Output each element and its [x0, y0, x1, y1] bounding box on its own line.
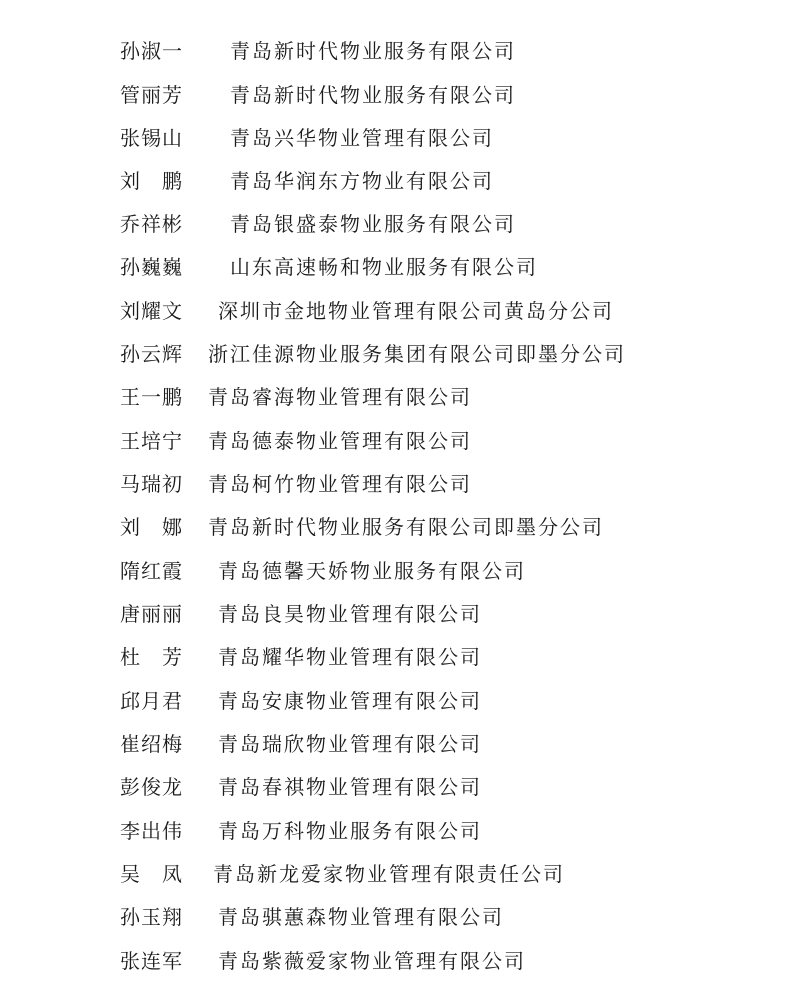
company-name: 青岛紫薇爱家物业管理有限公司	[218, 949, 526, 973]
person-name: 孙玉翔	[120, 905, 183, 929]
company-name: 青岛睿海物业管理有限公司	[208, 385, 472, 409]
company-name: 青岛安康物业管理有限公司	[218, 689, 482, 713]
company-name: 青岛万科物业服务有限公司	[218, 819, 482, 843]
person-name: 彭俊龙	[120, 775, 183, 799]
person-name: 崔绍梅	[120, 732, 183, 756]
list-item	[0, 123, 810, 153]
person-name: 刘耀文	[120, 299, 183, 323]
company-name: 青岛柯竹物业管理有限公司	[208, 472, 472, 496]
list-item	[0, 339, 810, 369]
person-name: 邱月君	[120, 689, 183, 713]
list-item	[0, 729, 810, 759]
list-item	[0, 816, 810, 846]
person-name: 管丽芳	[120, 83, 183, 107]
company-name: 青岛瑞欣物业管理有限公司	[218, 732, 482, 756]
person-name: 王培宁	[120, 429, 183, 453]
list-item	[0, 469, 810, 499]
list-item	[0, 599, 810, 629]
person-name: 刘 娜	[120, 515, 183, 539]
person-name: 乔祥彬	[120, 212, 183, 236]
list-item	[0, 859, 810, 889]
person-name: 孙巍巍	[120, 255, 183, 279]
person-name: 张锡山	[120, 126, 183, 150]
list-item	[0, 382, 810, 412]
person-name: 王一鹏	[120, 385, 183, 409]
company-name: 青岛新时代物业服务有限公司	[230, 83, 516, 107]
list-item	[0, 686, 810, 716]
company-name: 青岛德泰物业管理有限公司	[208, 429, 472, 453]
list-item	[0, 512, 810, 542]
list-item	[0, 902, 810, 932]
person-name: 孙云辉	[120, 342, 183, 366]
list-item	[0, 946, 810, 976]
person-name: 杜 芳	[120, 645, 183, 669]
list-item	[0, 556, 810, 586]
company-name: 青岛耀华物业管理有限公司	[218, 645, 482, 669]
company-name: 青岛华润东方物业有限公司	[230, 169, 494, 193]
person-name: 吴 凤	[120, 862, 183, 886]
company-name: 青岛新时代物业服务有限公司即墨分公司	[208, 515, 604, 539]
list-item	[0, 426, 810, 456]
company-name: 青岛春祺物业管理有限公司	[218, 775, 482, 799]
person-name: 李出伟	[120, 819, 183, 843]
company-name: 青岛兴华物业管理有限公司	[230, 126, 494, 150]
person-name: 刘 鹏	[120, 169, 183, 193]
company-name: 山东高速畅和物业服务有限公司	[230, 255, 538, 279]
company-name: 浙江佳源物业服务集团有限公司即墨分公司	[208, 342, 626, 366]
company-name: 青岛良昊物业管理有限公司	[218, 602, 482, 626]
list-item	[0, 642, 810, 672]
person-name: 马瑞初	[120, 472, 183, 496]
company-name: 青岛新龙爱家物业管理有限责任公司	[213, 862, 565, 886]
list-item	[0, 166, 810, 196]
company-name: 青岛银盛泰物业服务有限公司	[230, 212, 516, 236]
person-name: 唐丽丽	[120, 602, 183, 626]
list-item	[0, 209, 810, 239]
company-name: 深圳市金地物业管理有限公司黄岛分公司	[218, 299, 614, 323]
person-name: 张连军	[120, 949, 183, 973]
person-name: 隋红霞	[120, 559, 183, 583]
company-name: 青岛德馨天娇物业服务有限公司	[218, 559, 526, 583]
list-item	[0, 252, 810, 282]
list-item	[0, 772, 810, 802]
list-item	[0, 296, 810, 326]
person-name: 孙淑一	[120, 39, 183, 63]
company-name: 青岛新时代物业服务有限公司	[230, 39, 516, 63]
company-name: 青岛骐蕙森物业管理有限公司	[218, 905, 504, 929]
list-item	[0, 36, 810, 66]
list-item	[0, 80, 810, 110]
